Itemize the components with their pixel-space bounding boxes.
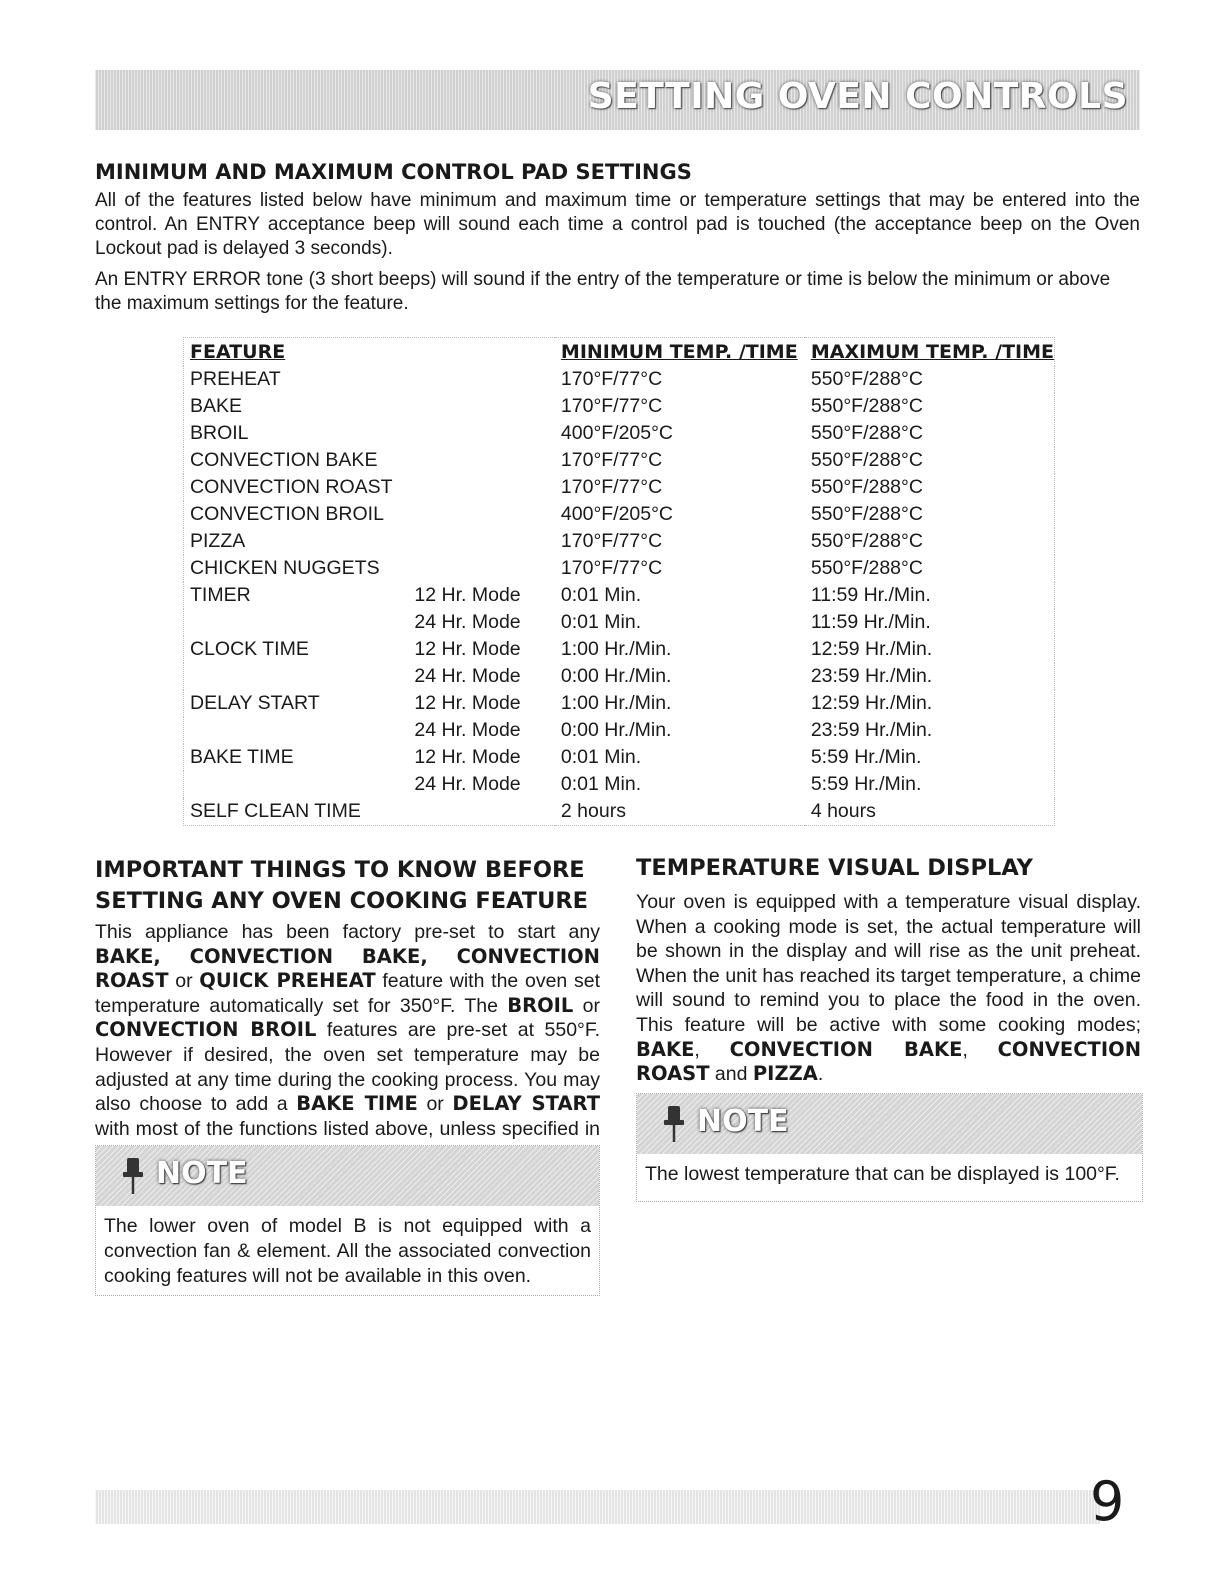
header-max: MAXIMUM TEMP. /TIME bbox=[810, 341, 1054, 363]
important-bold-modes: BAKE, CONVECTION BAKE, CONVECTION ROAST bbox=[95, 944, 600, 993]
cell-feature: TIMER bbox=[190, 584, 251, 606]
cell-mode bbox=[408, 393, 555, 420]
cell-min: 170°F/77°C bbox=[560, 476, 663, 498]
table-row bbox=[184, 474, 1055, 501]
important-text: with most of the functions listed above, unless specified in bbox=[95, 1117, 600, 1140]
table-row bbox=[184, 663, 1055, 690]
important-bold-broil: BROIL bbox=[507, 993, 574, 1017]
cell-min: 1:00 Hr./Min. bbox=[560, 638, 672, 660]
table-row bbox=[184, 582, 1055, 609]
note-lowest-temp bbox=[636, 1093, 1143, 1202]
note-text: The lowest temperature that can be displayed is 100°F. bbox=[645, 1163, 1120, 1185]
cell-min: 0:00 Hr./Min. bbox=[560, 719, 672, 741]
cell-max: 550°F/288°C bbox=[810, 422, 923, 444]
important-heading-line1: IMPORTANT THINGS TO KNOW BEFORE bbox=[95, 857, 585, 883]
table-row bbox=[184, 636, 1055, 663]
temp-display-text: , bbox=[962, 1038, 998, 1061]
pushpin-icon bbox=[118, 1156, 148, 1196]
cell-mode bbox=[408, 501, 555, 528]
cell-min: 0:00 Hr./Min. bbox=[560, 665, 672, 687]
table-row bbox=[184, 393, 1055, 420]
temp-display-text: , bbox=[694, 1038, 730, 1061]
cell-feature bbox=[184, 771, 409, 798]
cell-max: 12:59 Hr./Min. bbox=[810, 692, 933, 714]
header-feature: FEATURE bbox=[190, 341, 286, 363]
cell-max: 550°F/288°C bbox=[810, 368, 923, 390]
cell-mode: 24 Hr. Mode bbox=[414, 611, 521, 633]
cell-min: 1:00 Hr./Min. bbox=[560, 692, 672, 714]
cell-mode: 12 Hr. Mode bbox=[414, 638, 521, 660]
cell-feature: CLOCK TIME bbox=[190, 638, 309, 660]
note-header bbox=[96, 1146, 599, 1206]
temp-bold-convection-roast: CONVECTION ROAST bbox=[636, 1037, 1142, 1086]
temp-bold-bake: BAKE bbox=[636, 1037, 695, 1061]
cell-min: 0:01 Min. bbox=[560, 746, 642, 768]
cell-mode: 12 Hr. Mode bbox=[414, 746, 521, 768]
cell-mode bbox=[408, 447, 555, 474]
cell-feature: BAKE bbox=[190, 395, 243, 417]
cell-feature: CONVECTION BROIL bbox=[190, 503, 384, 525]
cell-feature: DELAY START bbox=[190, 692, 320, 714]
cell-min: 2 hours bbox=[560, 800, 626, 822]
table-row bbox=[184, 501, 1055, 528]
important-text: or bbox=[417, 1093, 453, 1116]
cell-mode bbox=[408, 798, 555, 826]
cell-feature: SELF CLEAN TIME bbox=[190, 800, 361, 822]
important-heading-line2: SETTING ANY OVEN COOKING FEATURE bbox=[95, 888, 589, 914]
important-text: This appliance has been factory pre-set to start any bbox=[95, 921, 600, 943]
settings-table-body bbox=[184, 366, 1055, 826]
cell-feature: PREHEAT bbox=[190, 368, 281, 390]
cell-feature: BROIL bbox=[190, 422, 249, 444]
page-number: 9 bbox=[1090, 1470, 1125, 1533]
important-bold-quick-preheat: QUICK PREHEAT bbox=[199, 969, 376, 993]
temp-display-text: and bbox=[709, 1063, 753, 1086]
temp-display-text: . bbox=[817, 1063, 824, 1086]
cell-feature: CONVECTION ROAST bbox=[190, 476, 393, 498]
cell-feature: BAKE TIME bbox=[190, 746, 294, 768]
pushpin-icon bbox=[659, 1104, 689, 1144]
table-row bbox=[184, 447, 1055, 474]
cell-feature: CHICKEN NUGGETS bbox=[190, 557, 380, 579]
cell-mode: 12 Hr. Mode bbox=[414, 692, 521, 714]
cell-max: 550°F/288°C bbox=[810, 503, 923, 525]
cell-mode bbox=[408, 420, 555, 447]
important-heading bbox=[95, 855, 588, 917]
note-title: NOTE bbox=[156, 1156, 248, 1191]
cell-max: 550°F/288°C bbox=[810, 530, 923, 552]
temp-display-paragraph bbox=[636, 890, 1141, 1087]
cell-min: 170°F/77°C bbox=[560, 368, 663, 390]
header-min: MINIMUM TEMP. /TIME bbox=[560, 341, 798, 363]
table-row bbox=[184, 771, 1055, 798]
cell-min: 170°F/77°C bbox=[560, 557, 663, 579]
important-bold-convection-broil: CONVECTION BROIL bbox=[95, 1018, 317, 1042]
cell-min: 0:01 Min. bbox=[560, 773, 642, 795]
important-text: or bbox=[168, 970, 200, 993]
cell-feature: CONVECTION BAKE bbox=[190, 449, 378, 471]
cell-feature bbox=[184, 663, 409, 690]
page-title: SETTING OVEN CONTROLS bbox=[587, 76, 1128, 117]
table-header-row bbox=[184, 338, 1055, 367]
settings-table bbox=[183, 337, 1055, 826]
important-text: feature with the oven set temperature automatically set for 350°F. The bbox=[95, 970, 600, 1017]
table-row bbox=[184, 555, 1055, 582]
cell-max: 23:59 Hr./Min. bbox=[810, 665, 933, 687]
cell-mode bbox=[408, 366, 555, 393]
cell-max: 11:59 Hr./Min. bbox=[810, 584, 931, 606]
intro-paragraph: All of the features listed below have minimum and maximum time or temperature settings that may be entered into the control. An ENTRY acceptance beep will sound each time a control pad is touched (the acceptance beep on the Oven Lockout pad is delayed 3 seconds). bbox=[95, 190, 1140, 259]
cell-mode bbox=[408, 555, 555, 582]
header-mode bbox=[408, 338, 555, 367]
cell-mode: 24 Hr. Mode bbox=[414, 773, 521, 795]
cell-feature: PIZZA bbox=[190, 530, 246, 552]
table-row bbox=[184, 798, 1055, 826]
table-row bbox=[184, 690, 1055, 717]
cell-max: 5:59 Hr./Min. bbox=[810, 746, 922, 768]
cell-max: 4 hours bbox=[810, 800, 876, 822]
cell-max: 550°F/288°C bbox=[810, 395, 923, 417]
section-heading-min-max: MINIMUM AND MAXIMUM CONTROL PAD SETTINGS bbox=[95, 160, 692, 184]
cell-feature bbox=[184, 609, 409, 636]
cell-min: 170°F/77°C bbox=[560, 449, 663, 471]
header-banner bbox=[95, 70, 1140, 130]
note-text: The lower oven of model B is not equipped with a convection fan & element. All the associated convection cooking features will not be available in this oven. bbox=[104, 1215, 591, 1287]
temp-display-text: Your oven is equipped with a temperature visual display. When a cooking mode is set, the actual temperature will be shown in the display and will rise as the unit preheat. When the unit has reached its target temperature, a chime will sound to remind you to place the food in the oven. This feature will be active with some cooking modes; bbox=[636, 891, 1141, 1036]
cell-mode bbox=[408, 528, 555, 555]
note-lower-oven bbox=[95, 1145, 600, 1296]
cell-max: 11:59 Hr./Min. bbox=[810, 611, 931, 633]
cell-max: 550°F/288°C bbox=[810, 476, 923, 498]
table-row bbox=[184, 366, 1055, 393]
footer-bar bbox=[95, 1490, 1100, 1524]
note-header bbox=[637, 1094, 1142, 1154]
table-row bbox=[184, 717, 1055, 744]
cell-mode bbox=[408, 474, 555, 501]
cell-max: 5:59 Hr./Min. bbox=[810, 773, 922, 795]
important-text: features are pre-set at 550°F. However if desired, the oven set temperature may be adjusted at any time during the cooking process. You may also choose to add a bbox=[95, 1019, 601, 1116]
temp-display-heading: TEMPERATURE VISUAL DISPLAY bbox=[636, 855, 1033, 881]
table-row bbox=[184, 744, 1055, 771]
important-bold-delay-start: DELAY START bbox=[452, 1092, 600, 1116]
cell-min: 170°F/77°C bbox=[560, 395, 663, 417]
cell-min: 400°F/205°C bbox=[560, 503, 673, 525]
table-row bbox=[184, 609, 1055, 636]
cell-min: 400°F/205°C bbox=[560, 422, 673, 444]
cell-max: 12:59 Hr./Min. bbox=[810, 638, 933, 660]
important-text: or bbox=[573, 994, 600, 1017]
cell-mode: 24 Hr. Mode bbox=[414, 719, 521, 741]
cell-mode: 12 Hr. Mode bbox=[414, 584, 521, 606]
cell-min: 170°F/77°C bbox=[560, 530, 663, 552]
error-tone-paragraph: An ENTRY ERROR tone (3 short beeps) will sound if the entry of the temperature or time is below the minimum or above the maximum settings for the feature. bbox=[95, 269, 1111, 314]
cell-feature bbox=[184, 717, 409, 744]
table-row bbox=[184, 420, 1055, 447]
cell-max: 550°F/288°C bbox=[810, 449, 923, 471]
temp-bold-convection-bake: CONVECTION BAKE bbox=[729, 1037, 963, 1061]
cell-mode: 24 Hr. Mode bbox=[414, 665, 521, 687]
important-bold-bake-time: BAKE TIME bbox=[296, 1092, 418, 1116]
important-paragraph bbox=[95, 920, 600, 1166]
note-title: NOTE bbox=[697, 1104, 789, 1139]
cell-max: 23:59 Hr./Min. bbox=[810, 719, 933, 741]
cell-min: 0:01 Min. bbox=[560, 584, 642, 606]
table-row bbox=[184, 528, 1055, 555]
cell-max: 550°F/288°C bbox=[810, 557, 923, 579]
cell-min: 0:01 Min. bbox=[560, 611, 642, 633]
temp-bold-pizza: PIZZA bbox=[752, 1062, 818, 1086]
